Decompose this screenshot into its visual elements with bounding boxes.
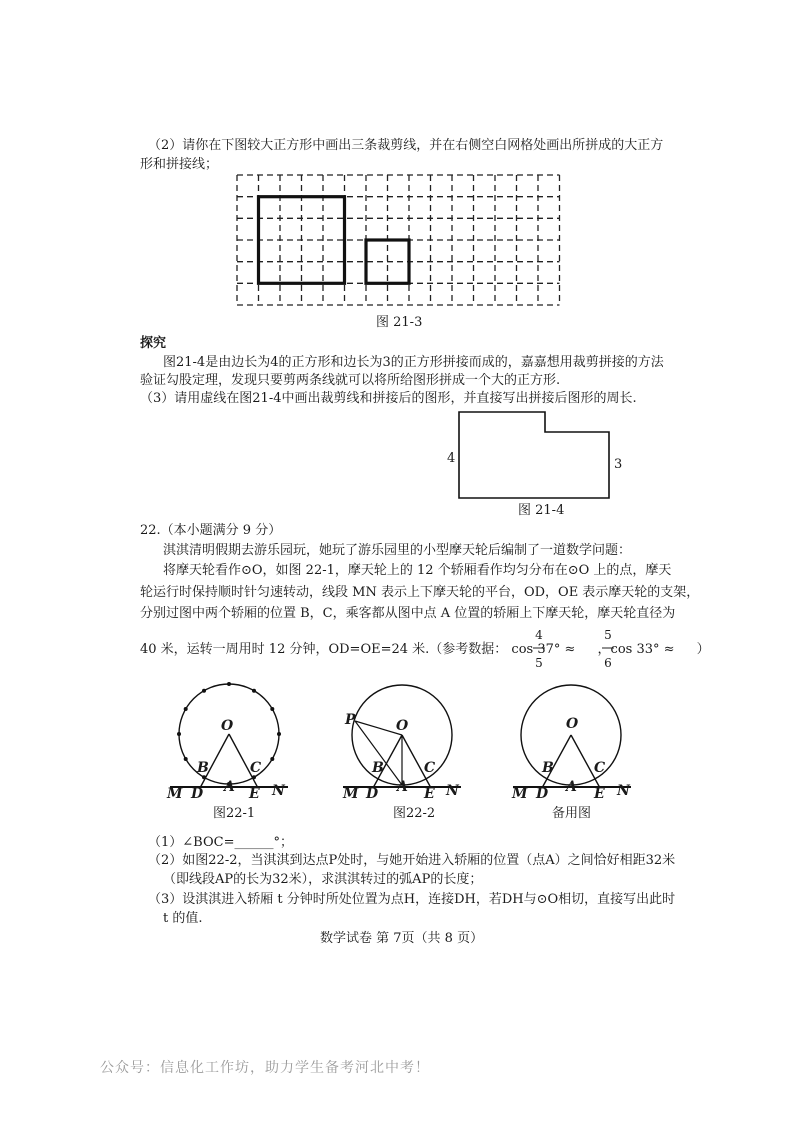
fig2-label-E: E xyxy=(424,786,435,802)
fig1-label-D: D xyxy=(191,786,204,802)
q22-p5-mid: ，cos 33° ≈ xyxy=(597,642,679,657)
fig3-label-A: A xyxy=(566,779,577,795)
fig3-label-B: B xyxy=(542,760,554,776)
fig1-label-O: O xyxy=(221,718,234,734)
fig-21-4-caption: 图 21-4 xyxy=(518,503,565,518)
fig3-label-E: E xyxy=(594,786,605,802)
q22-p5-end: ） xyxy=(696,642,710,657)
fig2-label-A: A xyxy=(397,779,408,795)
fig1-label-E: E xyxy=(249,786,260,802)
question-3-line2: t 的值. xyxy=(163,911,203,926)
q22-p1: 淇淇清明假期去游乐园玩，她玩了游乐园里的小型摩天轮后编制了一道数学问题： xyxy=(163,543,632,558)
frac2-denominator: 6 xyxy=(604,656,612,670)
frac1-numerator: 4 xyxy=(535,628,543,642)
fig-spare-caption: 备用图 xyxy=(552,806,592,821)
q22-p4: 分别过图中两个轿厢的位置 B，C，乘客都从图中点 A 位置的轿厢上下摩天轮，摩天轮直径为 xyxy=(140,606,676,621)
question-1: （1）∠BOC=______°； xyxy=(148,835,293,850)
part2-line1: （2）请你在下图较大正方形中画出三条裁剪线，并在右侧空白网格处画出所拼成的大正方 xyxy=(148,138,664,153)
fig3-label-N: N xyxy=(617,783,630,799)
fig3-label-D: D xyxy=(536,786,549,802)
fig2-label-D: D xyxy=(366,786,379,802)
fig2-label-C: C xyxy=(424,760,436,776)
part2-line2: 形和拼接线； xyxy=(140,157,219,172)
fig-21-4-label-3: 3 xyxy=(614,457,623,472)
fig1-label-N: N xyxy=(272,783,285,799)
fig3-label-M: M xyxy=(512,786,528,802)
fig1-label-C: C xyxy=(250,760,262,776)
question-2-line2: （即线段AP的长为32米），求淇淇转过的弧AP的长度； xyxy=(163,872,483,887)
fig-21-4-label-4: 4 xyxy=(447,451,456,466)
frac2-numerator: 5 xyxy=(604,628,612,642)
fig-21-3-caption: 图 21-3 xyxy=(376,315,423,330)
fig-22-2-caption: 图22-2 xyxy=(393,806,436,821)
fig2-label-P: P xyxy=(345,712,356,728)
fig3-label-C: C xyxy=(594,760,606,776)
explore-line3: （3）请用虚线在图21-4中画出裁剪线和拼接后的图形，并直接写出拼接后图形的周长. xyxy=(140,391,637,406)
question-2-line1: （2）如图22-2，当淇淇到达点P处时，与她开始进入轿厢的位置（点A）之间恰好相距32米 xyxy=(148,853,676,868)
page-footer: 数学试卷 第 7页（共 8 页） xyxy=(320,931,484,946)
question-3-line1: （3）设淇淇进入轿厢 t 分钟时所处位置为点H，连接DH，若DH与⊙O相切，直接写出此时 xyxy=(148,892,676,907)
figure-22-1 xyxy=(170,682,288,788)
fig1-label-M: M xyxy=(167,786,183,802)
fig2-label-O: O xyxy=(396,718,409,734)
explore-line1: 图21-4是由边长为4的正方形和边长为3的正方形拼接而成的，嘉嘉想用裁剪拼接的方法 xyxy=(163,355,664,370)
fig2-label-N: N xyxy=(446,783,459,799)
watermark-text: 公众号：信息化工作坊，助力学生备考河北中考！ xyxy=(100,1060,430,1076)
fig2-label-B: B xyxy=(372,760,384,776)
fig1-label-A: A xyxy=(224,779,235,795)
fig3-label-O: O xyxy=(566,716,579,732)
fig-22-1-caption: 图22-1 xyxy=(213,806,256,821)
q22-title: 22.（本小题满分 9 分） xyxy=(140,523,282,538)
fig2-label-M: M xyxy=(343,786,359,802)
figure-22-2 xyxy=(343,685,461,788)
figure-spare xyxy=(513,685,631,788)
q22-p2: 将摩天轮看作⊙O，如图 22-1，摩天轮上的 12 个轿厢看作均匀分布在⊙O 上的点，摩天 xyxy=(163,563,672,578)
frac1-denominator: 5 xyxy=(535,656,543,670)
q22-p5-start: 40 米，运转一周用时 12 分钟，OD=OE=24 米.（参考数据： cos 37° ≈ xyxy=(140,642,580,657)
explore-heading: 探究 xyxy=(140,336,167,351)
q22-p3: 轮运行时保持顺时针匀速转动，线段 MN 表示上下摩天轮的平台，OD，OE 表示摩天轮的支架， xyxy=(140,585,700,600)
explore-line2: 验证勾股定理，发现只要剪两条线就可以将所给图形拼成一个大的正方形. xyxy=(140,373,561,388)
fig1-label-B: B xyxy=(197,760,209,776)
